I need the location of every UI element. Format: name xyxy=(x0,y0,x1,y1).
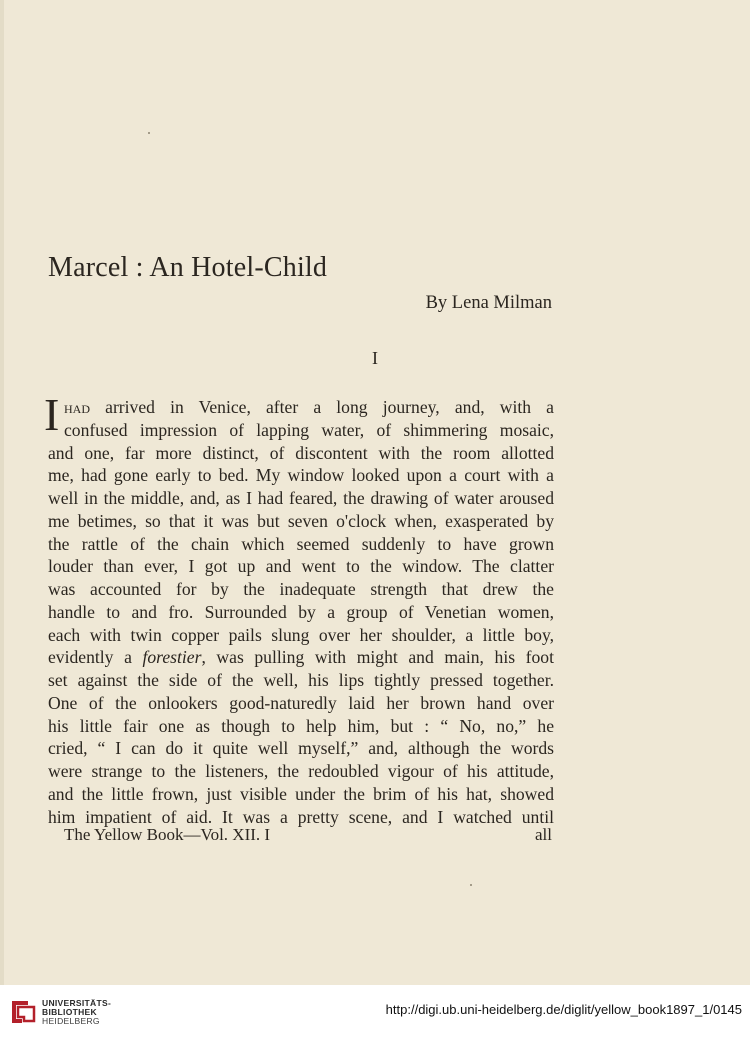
library-logo-text xyxy=(42,999,111,1026)
body-line: had arrived in Venice, after a long journey, and, with a xyxy=(64,397,554,417)
logo-line-3: HEIDELBERG xyxy=(42,1016,100,1026)
body-line: the rattle of the chain which seemed suddenly to have grown xyxy=(48,533,554,554)
logo-line-1: UNIVERSITÄTS- xyxy=(42,998,112,1008)
section-number: I xyxy=(372,348,378,368)
body-line: confused impression of lapping water, of shimmering mosaic, xyxy=(64,419,554,440)
archive-url[interactable]: http://digi.ub.uni-heidelberg.de/diglit/yellow_book1897_1/0145 xyxy=(385,1002,742,1017)
page-signature: The Yellow Book—Vol. XII. I xyxy=(64,825,271,844)
body-line: his little fair one as though to help him, but : “ No, no,” he xyxy=(48,715,554,736)
article-title: Marcel : An Hotel-Child xyxy=(48,252,328,283)
body-line: louder than ever, I got up and went to the window. The clatter xyxy=(48,556,554,577)
body-line: well in the middle, and, as I had feared, the drawing of water aroused xyxy=(48,488,554,508)
catchword: all xyxy=(535,825,552,844)
body-line: me betimes, so that it was but seven o'clock when, exasperated by xyxy=(48,510,554,531)
library-logo-icon xyxy=(8,997,38,1027)
article-byline: By Lena Milman xyxy=(425,293,552,313)
body-line: cried, “ I can do it quite well myself,” and, although the words xyxy=(48,738,554,759)
body-line: evidently a forestier, was pulling with might and main, his foot xyxy=(48,647,554,668)
body-line: and one, far more distinct, of discontent with the room allotted xyxy=(48,442,554,463)
body-line: One of the onlookers good-naturedly laid her brown hand over xyxy=(48,692,554,713)
page-edge xyxy=(0,0,4,985)
body-line: each with twin copper pails slung over her shoulder, a little boy, xyxy=(48,624,554,645)
body-line: was accounted for by the inadequate strength that drew the xyxy=(48,579,554,599)
body-line: set against the side of the well, his lips tightly pressed together. xyxy=(48,670,554,690)
body-line: him impatient of aid. It was a pretty scene, and I watched until xyxy=(48,806,554,827)
drop-cap: I xyxy=(44,389,60,440)
paper-speck xyxy=(148,132,150,134)
archive-footer-bar xyxy=(0,985,750,1045)
body-line: and the little frown, just visible under the brim of his hat, showed xyxy=(48,783,554,804)
body-line: handle to and fro. Surrounded by a group of Venetian women, xyxy=(48,601,554,622)
body-line: me, had gone early to bed. My window looked upon a court with a xyxy=(48,465,554,486)
logo-line-2: BIBLIOTHEK xyxy=(42,1007,97,1017)
paper-speck xyxy=(470,884,472,886)
body-line: were strange to the listeners, the redoubled vigour of his attitude, xyxy=(48,761,554,781)
